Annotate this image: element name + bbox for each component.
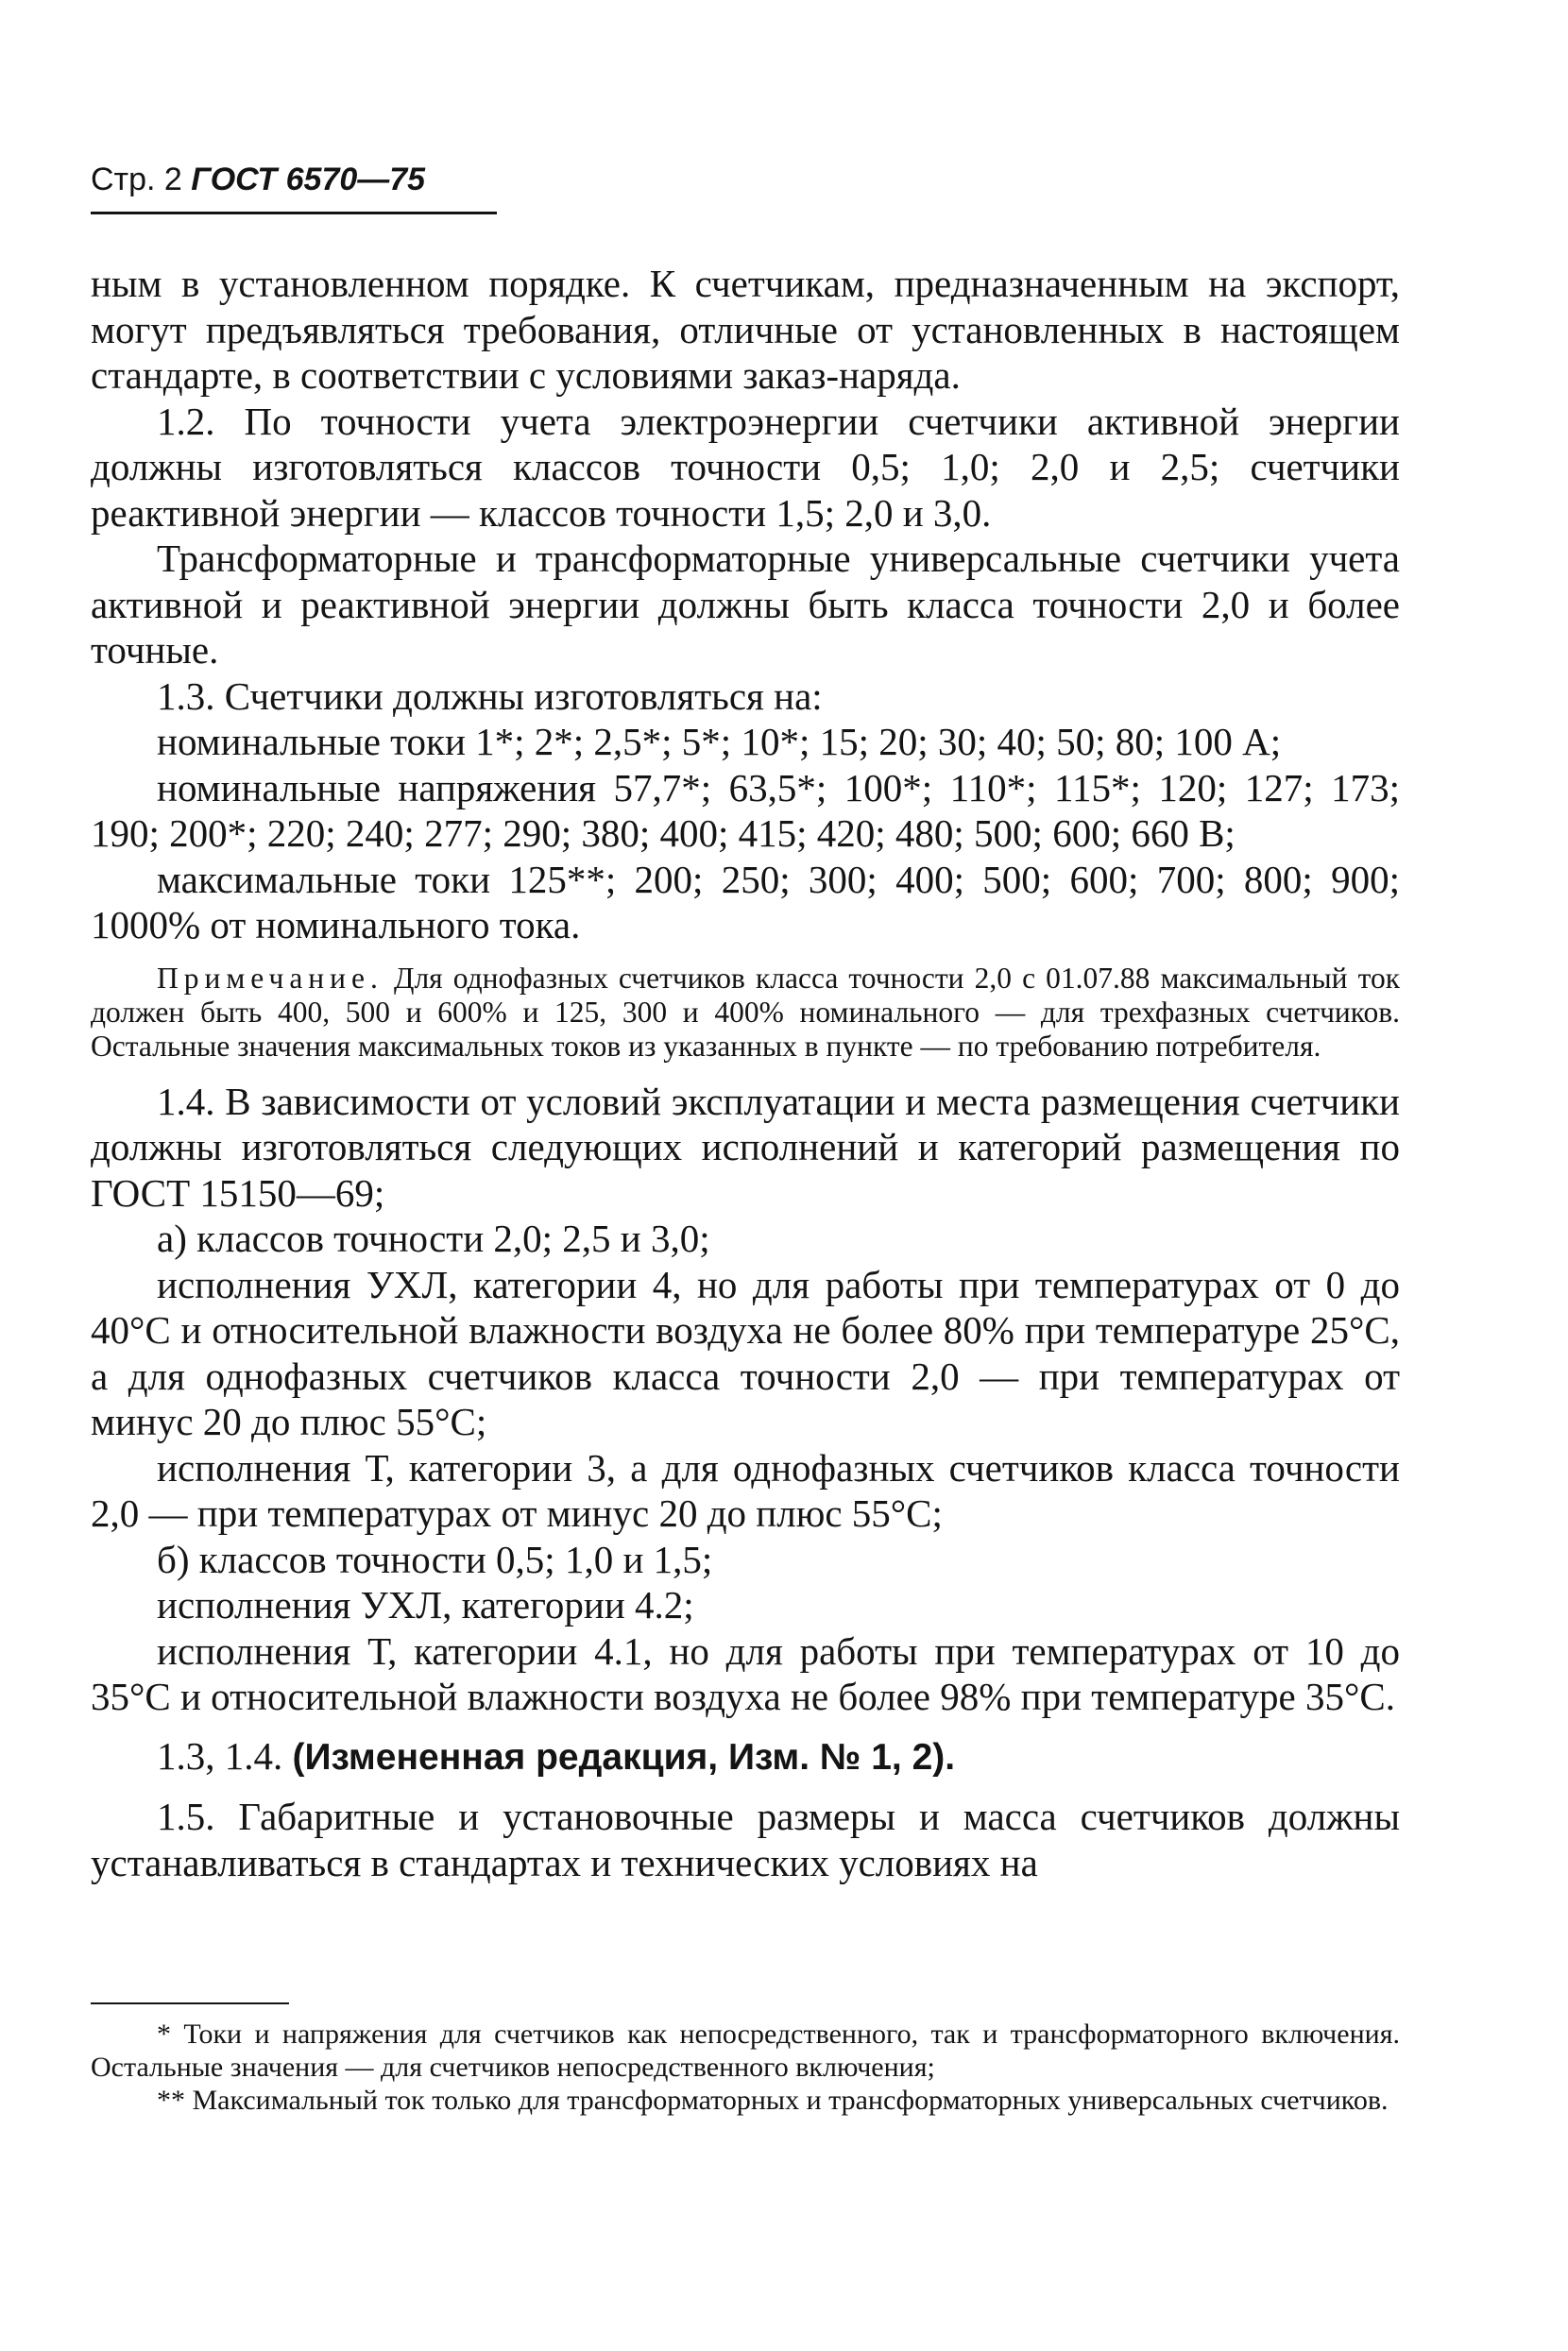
note-label: Примечание.	[157, 961, 383, 995]
clause-1-4-a-t: исполнения Т, категории 3, а для однофазных счетчиков класса точности 2,0 — при температурах от минус 20 до плюс 55°С;	[91, 1445, 1400, 1535]
footnote-1: * Токи и напряжения для счетчиков как непосредственного, так и трансформаторного включения. Остальные значения — для счетчиков непосредственного включения;	[91, 2019, 1400, 2083]
clause-1-5: 1.5. Габаритные и установочные размеры и масса счетчиков должны устанавливаться в стандартах и технических условиях на	[91, 1795, 1400, 1884]
clause-1-4-b: б) классов точности 0,5; 1,0 и 1,5;	[157, 1537, 713, 1581]
footnote-rule	[91, 2002, 289, 2004]
clause-1-3-currents: номинальные токи 1*; 2*; 2,5*; 5*; 10*; 15; 20; 30; 40; 50; 80; 100 А;	[157, 720, 1282, 763]
clause-1-4-a-uhl: исполнения УХЛ, категории 4, но для работы при температурах от 0 до 40°С и относительной влажности воздуха не более 80% при температуре 25°С, а для однофазных счетчиков класса точности 2,0 — при температурах от минус 20 до плюс 55°С;	[91, 1262, 1400, 1443]
clause-1-3-max-currents: максимальные токи 125**; 200; 250; 300; 400; 500; 600; 700; 800; 900; 1000% от номинального тока.	[91, 857, 1400, 946]
clause-1-4-a: а) классов точности 2,0; 2,5 и 3,0;	[157, 1217, 710, 1260]
note-text: Для однофазных счетчиков класса точности 2,0 с 01.07.88 максимальный ток должен быть 400, 500 и 600% и 125, 300 и 400% номинального — для трехфазных счетчиков. Остальные значения максимальных токов из указанных в пункте — по требованию потребителя.	[91, 961, 1400, 1063]
footnote-2: ** Максимальный ток только для трансформаторных и трансформаторных универсальных счетчиков.	[157, 2085, 1389, 2116]
clause-1-4-b-t: исполнения Т, категории 4.1, но для работы при температурах от 10 до 35°С и относительной влажности воздуха не более 98% при температуре 35°С.	[91, 1628, 1400, 1718]
page-header	[91, 161, 425, 198]
header-rule	[91, 212, 497, 214]
amendment-clauses: 1.3, 1.4.	[157, 1733, 283, 1778]
amendment-note	[91, 1733, 1400, 1781]
clause-1-4: 1.4. В зависимости от условий эксплуатации и места размещения счетчики должны изготовляться следующих исполнений и категорий размещения по ГОСТ 15150—69;	[91, 1079, 1400, 1215]
clause-1-3: 1.3. Счетчики должны изготовляться на:	[157, 673, 823, 718]
footnotes	[91, 2002, 1400, 2117]
amendment-text: (Измененная редакция, Изм. № 1, 2).	[292, 1736, 956, 1778]
paragraph-continuation: ным в установленном порядке. К счетчикам, предназначенным на экспорт, могут предъявляться требования, отличные от установленных в настоящем стандарте, в соответствии с условиями заказ-наряда.	[91, 262, 1400, 397]
clause-1-4-b-uhl: исполнения УХЛ, категории 4.2;	[157, 1583, 694, 1627]
standard-designation: ГОСТ 6570—75	[191, 162, 426, 197]
document-body	[91, 261, 1400, 1885]
clause-1-2: 1.2. По точности учета электроэнергии счетчики активной энергии должны изготовляться классов точности 0,5; 1,0; 2,0 и 2,5; счетчики реактивной энергии — классов точности 1,5; 2,0 и 3,0.	[91, 399, 1400, 535]
page-number: Стр. 2	[91, 162, 182, 197]
clause-1-3-voltages: номинальные напряжения 57,7*; 63,5*; 100*; 110*; 115*; 120; 127; 173; 190; 200*; 220; 240; 277; 290; 380; 400; 415; 420; 480; 500; 600; 660 В;	[91, 765, 1400, 855]
note	[91, 962, 1400, 1064]
clause-1-2-transformer: Трансформаторные и трансформаторные универсальные счетчики учета активной и реактивной энергии должны быть класса точности 2,0 и более точные.	[91, 537, 1400, 672]
